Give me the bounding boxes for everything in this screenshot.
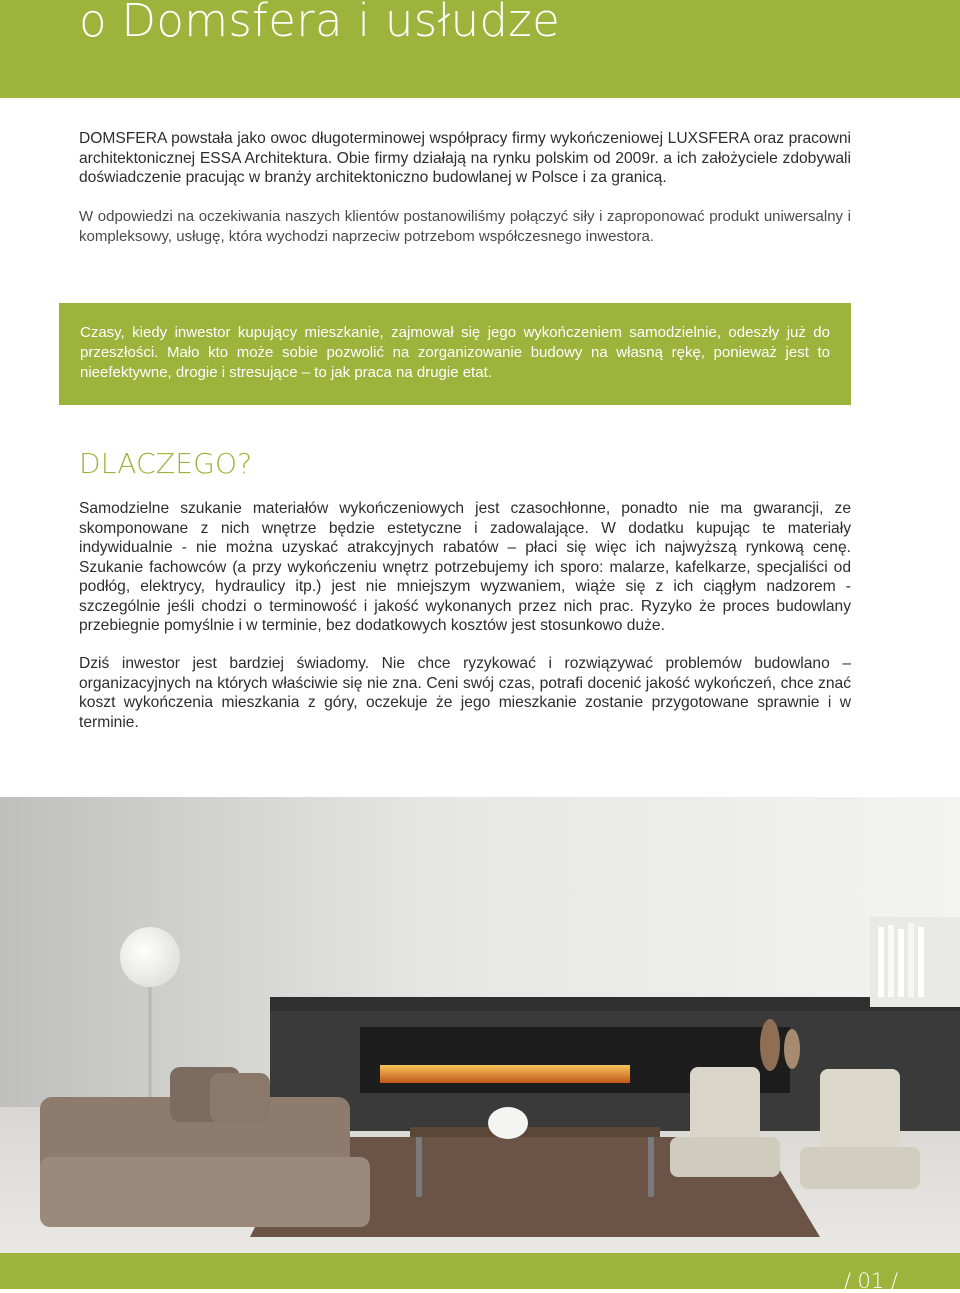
living-room-illustration [0, 797, 960, 1253]
fireplace-top [270, 997, 960, 1011]
lounge-chair-seat [800, 1147, 920, 1189]
sofa-seat [40, 1157, 370, 1227]
sofa-cushion [210, 1073, 270, 1123]
coffee-table-top [410, 1127, 660, 1137]
book [888, 925, 894, 997]
book [918, 927, 924, 997]
fire-flames [380, 1065, 630, 1083]
lounge-chair-seat [670, 1137, 780, 1177]
intro-paragraph-2: W odpowiedzi na oczekiwania naszych klientów postanowiliśmy połączyć siły i zaproponować produkt uniwersalny i kompleksowy, usługę, która wychodzi naprzeciw potrzebom współczesnego inwestora. [79, 208, 851, 245]
book [898, 929, 904, 997]
footer-bar [0, 1253, 960, 1293]
book [908, 923, 914, 997]
table-leg [648, 1137, 654, 1197]
header-bar [0, 0, 960, 98]
lamp-shade [120, 927, 180, 987]
book [878, 927, 884, 997]
interior-photo [0, 797, 960, 1253]
vase [784, 1029, 800, 1069]
quote-text: Czasy, kiedy inwestor kupujący mieszkanie, zajmował się jego wykończeniem samodzielnie, odeszły już do przeszłości. Mało kto może sobie pozwolić na zorganizowanie budowy na własną rękę, ponieważ jest to nieefektywne, drogie i stresujące – to jak praca na drugie etat. [80, 324, 830, 381]
why-paragraph-2: Dziś inwestor jest bardziej świadomy. Nie chce ryzykować i rozwiązywać problemów budowlano – organizacyjnych na których właściwie się nie zna. Ceni swój czas, potrafi docenić jakość wykończeń, chce znać koszt wykończenia mieszkania z góry, oczekuje że jego mieszkanie zostanie przygotowane sprawnie i w terminie. [79, 655, 851, 731]
page-number: / 01 / [843, 1269, 898, 1293]
table-leg [416, 1137, 422, 1197]
section-title-why: DLACZEGO? [79, 447, 253, 480]
page-title: o Domsfera i usłudze [79, 0, 561, 47]
vase [760, 1019, 780, 1071]
intro-paragraph-1: DOMSFERA powstała jako owoc długoterminowej współpracy firmy wykończeniowej LUXSFERA oraz pracowni architektonicznej ESSA Architektura. Obie firmy działają na rynku polskim od 2009r. a ich założyciele zdobywali doświadczenie pracując w branży architektoniczno budowlanej w Polsce i za granicą. [79, 130, 851, 186]
quote-box [59, 303, 851, 405]
table-vase [488, 1107, 528, 1139]
why-paragraph-1: Samodzielne szukanie materiałów wykończeniowych jest czasochłonne, ponadto nie ma gwarancji, ze skomponowane z nich wnętrze będzie estetyczne i zadowalające. W dodatku kupując te materiały indywidualnie - nie można uzyskać atrakcyjnych rabatów – płaci się więc ich najwyższą rynkową cenę. Szukanie fachowców (a przy wykończeniu wnętrz potrzebujemy ich sporo: malarze, kafelkarze, specjaliści od podłóg, elektrycy, hydraulicy itp.) jest nie mniejszym wyzwaniem, wiąże się z ich ciągłym nadzorem - szczególnie jeśli chodzi o terminowość i jakość wykonanych przez nich prac. Ryzyko że proces budowlany przebiegnie pomyślnie i w terminie, bez dodatkowych kosztów jest stosunkowo duże. [79, 500, 851, 634]
